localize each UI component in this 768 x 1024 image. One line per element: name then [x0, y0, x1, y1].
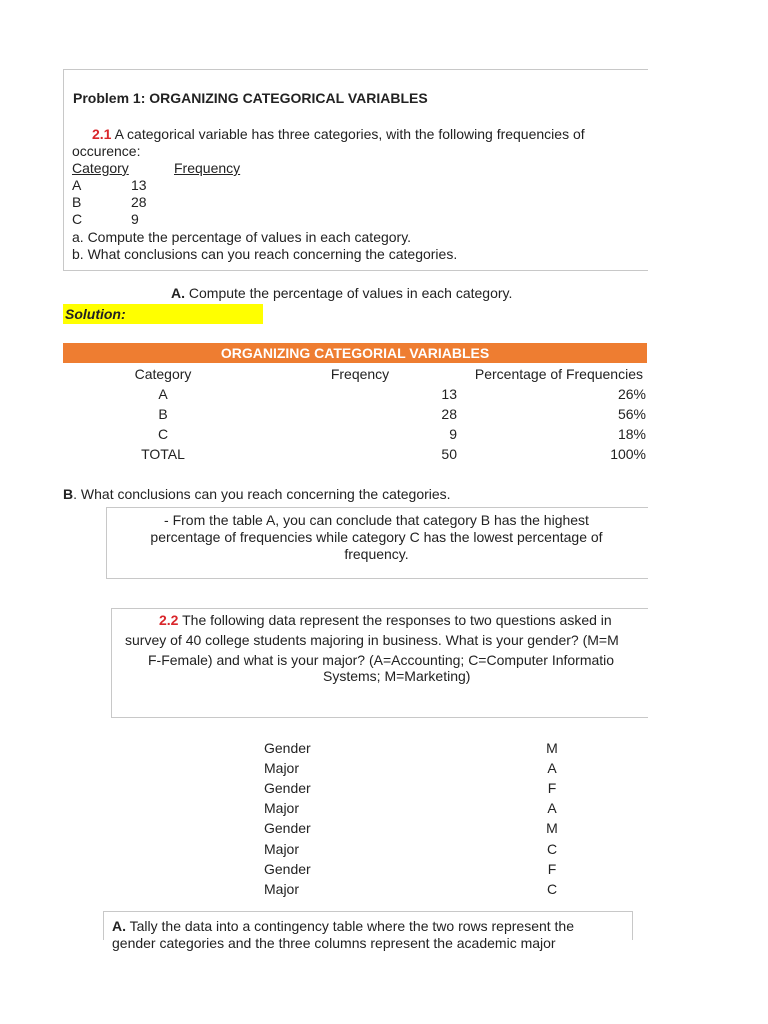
table-header-category: Category — [134, 366, 192, 382]
problem-2-2-text — [111, 612, 647, 712]
row-b-category: B — [72, 194, 82, 210]
row-c-category: C — [72, 211, 83, 227]
response-label-1: Gender — [264, 740, 311, 756]
intro-continuation: occurence: — [72, 143, 141, 159]
table-row-b-category: B — [158, 406, 168, 422]
row-b-frequency: 28 — [131, 194, 147, 210]
answer-line-3: frequency. — [344, 546, 409, 562]
table-row-b-percentage: 56% — [617, 406, 646, 422]
answer-line-1: - From the table A, you can conclude that category B has the highest — [164, 512, 589, 528]
table-row-total-frequency: 50 — [441, 446, 457, 462]
part-b-label: B — [63, 486, 74, 502]
response-label-5: Gender — [264, 820, 311, 836]
table-row-b-frequency: 28 — [441, 406, 457, 422]
response-value-4: A — [547, 800, 557, 816]
problem-2-2-number: 2.2 — [159, 612, 179, 628]
tally-label: A. — [112, 918, 126, 934]
row-c-frequency: 9 — [131, 211, 139, 227]
tally-line-2: gender categories and the three columns represent the academic major — [112, 935, 556, 951]
table-row-total-percentage: 100% — [610, 446, 646, 462]
part-b-heading — [63, 486, 451, 503]
response-label-4: Major — [264, 800, 300, 816]
response-value-1: M — [546, 740, 558, 756]
response-value-6: C — [546, 841, 558, 857]
response-label-2: Major — [264, 760, 300, 776]
response-value-3: F — [547, 780, 557, 796]
table-header-frequency: Freqency — [330, 366, 390, 382]
problem-2-2-line-2: survey of 40 college students majoring in business. What is your gender? (M=M — [125, 632, 619, 648]
table-row-c-frequency: 9 — [449, 426, 457, 442]
response-label-6: Major — [264, 841, 300, 857]
table-row-a-frequency: 13 — [441, 386, 457, 402]
response-value-5: M — [546, 820, 558, 836]
row-a-frequency: 13 — [131, 177, 147, 193]
intro-text: A categorical variable has three categories, with the following frequencies of — [111, 126, 585, 142]
table-row-c-category: C — [157, 426, 169, 442]
problem-number: 2.1 — [92, 126, 112, 142]
table-row-c-percentage: 18% — [617, 426, 646, 442]
category-header: Category — [72, 160, 129, 176]
response-label-7: Gender — [264, 861, 311, 877]
part-a-label: A. — [171, 285, 185, 301]
response-value-2: A — [547, 760, 557, 776]
row-a-category: A — [72, 177, 82, 193]
tally-line-1 — [112, 918, 574, 935]
frequency-header: Frequency — [174, 160, 241, 176]
problem-2-1-intro — [92, 126, 585, 143]
table-title: ORGANIZING CATEGORIAL VARIABLES — [63, 343, 647, 363]
response-label-3: Gender — [264, 780, 311, 796]
part-b-text: . What conclusions can you reach concerning the categories. — [73, 486, 451, 502]
tally-box — [103, 911, 633, 951]
part-a-text: Compute the percentage of values in each category. — [185, 285, 513, 301]
table-header-percentage: Percentage of Frequencies — [474, 366, 643, 382]
tally-line-1-text: Tally the data into a contingency table where the two rows represent the — [126, 918, 575, 934]
answer-line-2: percentage of frequencies while category C has the lowest percentage of — [150, 529, 603, 545]
table-row-total-category: TOTAL — [141, 446, 185, 462]
problem-2-2-line-1 — [159, 612, 612, 629]
problem-1-title: Problem 1: ORGANIZING CATEGORICAL VARIABLES — [73, 90, 428, 106]
table-row-a-percentage: 26% — [617, 386, 646, 402]
response-value-7: F — [547, 861, 557, 877]
question-a: a. Compute the percentage of values in each category. — [72, 229, 412, 245]
problem-2-2-line-3: F-Female) and what is your major? (A=Accounting; C=Computer Informatio — [148, 652, 615, 668]
problem-2-2-line-4: Systems; M=Marketing) — [323, 668, 471, 684]
part-a-heading — [171, 285, 512, 302]
solution-label: Solution: — [63, 304, 263, 324]
problem-2-2-line-1-text: The following data represent the responses to two questions asked in — [178, 612, 612, 628]
response-label-8: Major — [264, 881, 300, 897]
response-value-8: C — [546, 881, 558, 897]
table-row-a-category: A — [158, 386, 168, 402]
question-b: b. What conclusions can you reach concerning the categories. — [72, 246, 458, 262]
